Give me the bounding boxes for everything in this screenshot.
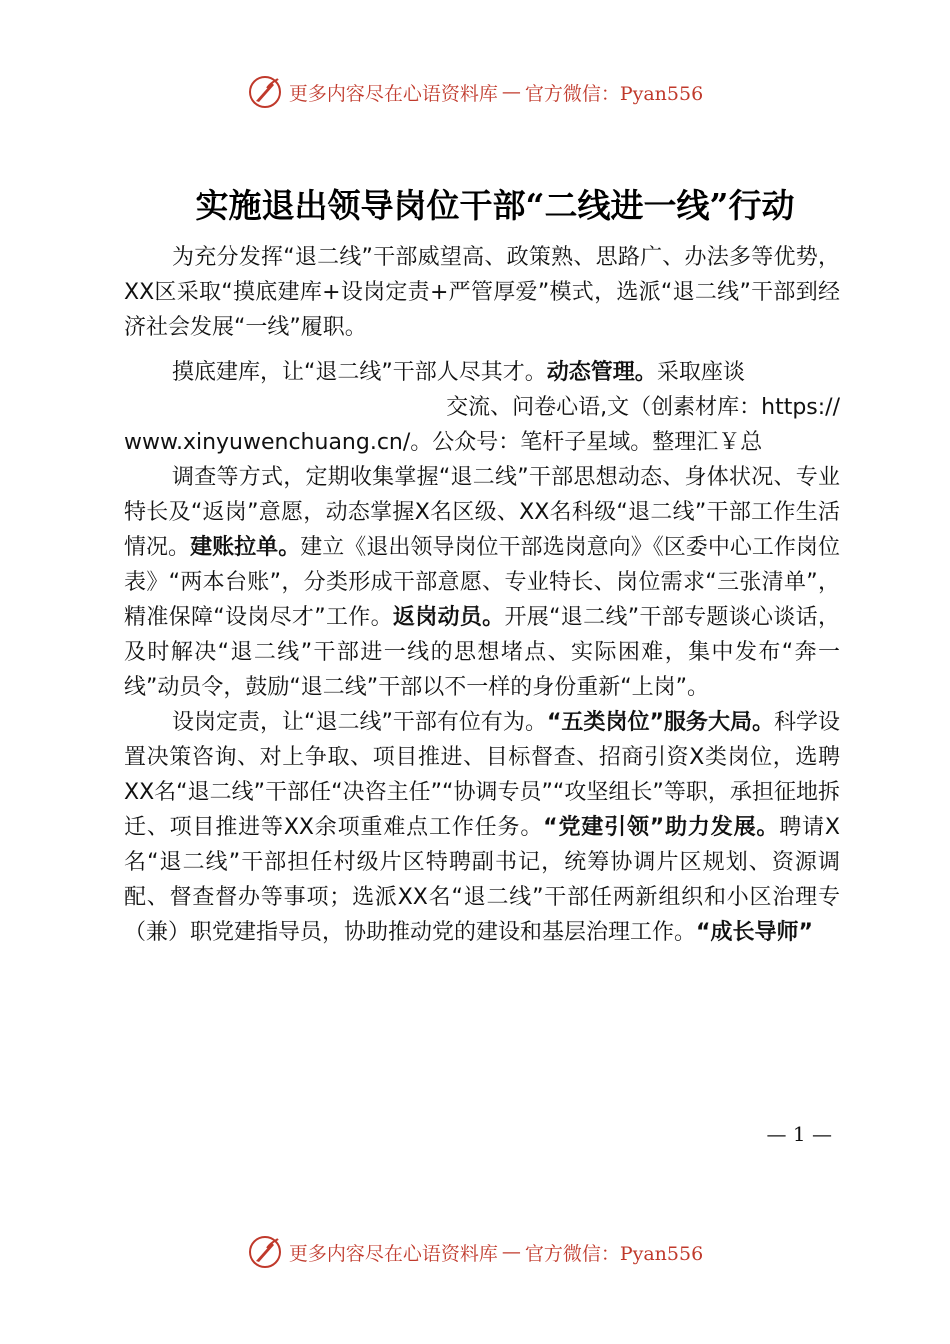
section-2-paragraph (124, 705, 840, 950)
section-2-bold-1: “五类岗位”服务大局。 (546, 710, 774, 735)
banner-text: 更多内容尽在心语资料库 (288, 1242, 498, 1265)
section-1-paragraph-cont (124, 460, 840, 705)
section-2-bold-2: “党建引领”助力发展。 (543, 815, 780, 840)
document-body (124, 240, 840, 950)
banner-text: 更多内容尽在心语资料库 (288, 82, 498, 105)
quill-pen-icon (247, 1234, 283, 1270)
section-2-text-2: 聘请X名“退二线”干部担任村级片区特聘副书记，统筹协调片区规划、资源调配、督查督办等事项；选派XX名“退二线”干部任两新组织和小区治理专（兼）职党建指导员，协助推动党的建设和基层治理工作。 (124, 815, 840, 945)
section-1-bold-2: 建账拉单。 (190, 535, 301, 560)
banner-separator: — (501, 81, 521, 103)
section-1-text-1a: 采取座谈 (656, 360, 745, 385)
section-1-line-2: 交流、问卷心语,文（创素材库：https:// (446, 395, 840, 420)
intro-paragraph: 为充分发挥“退二线”干部威望高、政策熟、思路广、办法多等优势，XX区采取“摸底建库+设岗定责+严管厚爱”模式，选派“退二线”干部到经济社会发展“一线”履职。 (124, 245, 840, 340)
banner-separator: — (501, 1241, 521, 1263)
quill-pen-icon (247, 74, 283, 110)
section-1-bold-1: 动态管理。 (546, 360, 657, 385)
section-1-bold-3: 返岗动员。 (392, 605, 505, 630)
footer-watermark-banner (0, 1232, 950, 1272)
document-title: 实施退出领导岗位干部“二线进一线”行动 (195, 186, 795, 225)
section-2-bold-3: “成长导师” (696, 920, 813, 945)
banner-contact: 官方微信：Pyan556 (524, 1242, 704, 1265)
section-1-text-2: 建立《退出领导岗位干部选岗意向》《区委中心工作岗位表》“两本台账”，分类形成干部意愿、专业特长、岗位需求“三张清单”，精准保障“设岗尽才”工作。 (124, 535, 840, 630)
section-2-text-1: 科学设置决策咨询、对上争取、项目推进、目标督查、招商引资X类岗位，选聘XX名“退二线”干部任“决咨主任”“协调专员”“攻坚组长”等职，承担征地拆迁、项目推进等XX余项重难点工作任务。 (124, 710, 840, 840)
section-1-line-3: www.xinyuwenchuang.cn/。公众号：笔杆子星域。整理汇￥总 (124, 430, 763, 455)
header-watermark-banner (0, 72, 950, 112)
page-number: — 1 — (766, 1122, 832, 1146)
section-1-heading: 摸底建库，让“退二线”干部人尽其才。 (172, 360, 547, 385)
section-1-text-1d: 调查等方式，定期收集掌握“退二线”干部思想动态、身体状况、专业特长及“返岗”意愿，动态掌握X名区级、XX名科级“退二线”干部工作生活情况。 (124, 465, 840, 560)
section-1-text-3: 开展“退二线”干部专题谈心谈话，及时解决“退二线”干部进一线的思想堵点、实际困难，集中发布“奔一线”动员令，鼓励“退二线”干部以不一样的身份重新“上岗”。 (124, 605, 840, 700)
section-2-heading: 设岗定责，让“退二线”干部有位有为。 (172, 710, 547, 735)
banner-contact: 官方微信：Pyan556 (524, 82, 704, 105)
section-1-paragraph (124, 355, 840, 390)
